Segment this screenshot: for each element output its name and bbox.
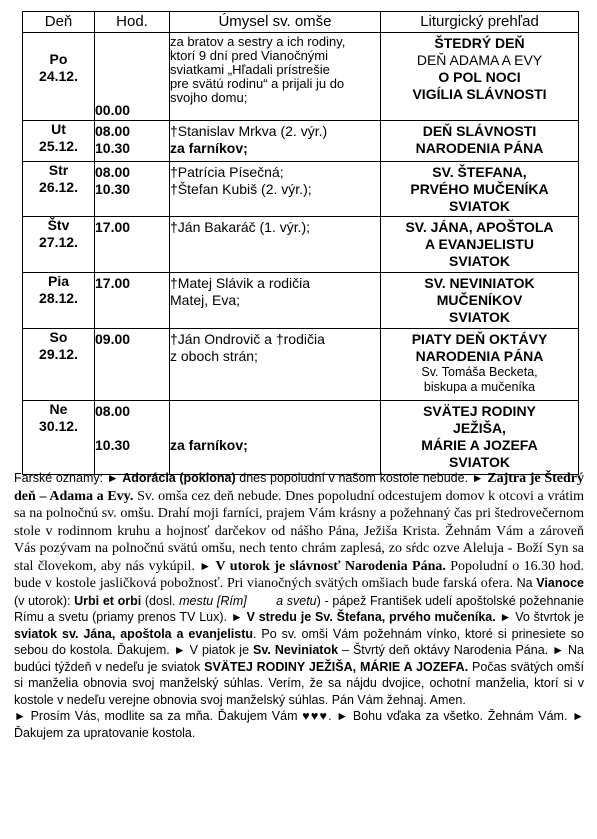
- announcement-text: Sv. omša cez deň nebude. Dnes popoludní odcestujem domov k otcovi a vrátim sa na polnočnú sv. omšu. Drahí moji farníci, prajem Vám krásny a požehnaný čas pri štedrovečernom stole v rodinnom kruhu a hojnosť darčekov od nášho Pána, Ježiša Krista. Žehnám Vám a zároveň Vás pozývam na polnočnú svätú omšu, nech tento chrám zaplesá, zo sŕdc ozve Aleluja - Boží Syn sa stal človekom, aby nás vykúpil.: [14, 488, 584, 574]
- day-cell: [23, 121, 95, 162]
- liturgy-line: NARODENIA PÁNA: [415, 348, 544, 364]
- hour: 17.00: [95, 219, 131, 235]
- liturgy-cell: [381, 217, 579, 273]
- day-date: 29.12.: [39, 346, 78, 362]
- announcement-bold: Vianoce: [536, 576, 584, 590]
- announcement-bold: sviatok sv. Jána, apoštola a evanjelistu: [14, 626, 254, 641]
- day-name: Ne: [49, 401, 68, 417]
- announcement-text: (v utorok):: [14, 593, 75, 608]
- day-cell: [23, 273, 95, 329]
- liturgy-cell: [381, 329, 579, 401]
- liturgy-line: SV. NEVINIATOK: [424, 275, 535, 291]
- arrow-icon: ►: [552, 643, 565, 657]
- liturgy-line: VIGÍLIA SLÁVNOSTI: [412, 86, 547, 102]
- liturgy-line: A EVANJELISTU: [425, 236, 534, 252]
- arrow-icon: ►: [471, 471, 484, 485]
- hour: 17.00: [95, 275, 131, 291]
- table-header-row: [23, 12, 579, 33]
- liturgy-line: NARODENIA PÁNA: [415, 140, 544, 156]
- liturgy-line: SVIATOK: [449, 198, 510, 214]
- liturgy-line: DEŇ ADAMA A EVY: [416, 52, 543, 68]
- liturgy-line: MUČENÍKOV: [436, 292, 523, 308]
- mass-schedule-table: [22, 11, 579, 475]
- intention-cell: [170, 401, 381, 475]
- intention-line: za farníkov;: [170, 140, 248, 156]
- day-date: 24.12.: [39, 68, 78, 84]
- intention-cell: [170, 162, 381, 217]
- announcement-text: Počas svätých omší si manželia obnovia svoj manželský súhlas. Verím, že sa nájdu dvojice, ochotní manželia, ktorí si v kostole v nedeľu verejne obnovia svoj manželský súhlas. Pán Vám žehnaj. Amen.: [14, 659, 584, 707]
- hour: 08.00: [95, 403, 131, 419]
- intention-line: za farníkov;: [170, 437, 248, 453]
- liturgy-line: PRVÉHO MUČENÍKA: [410, 181, 549, 197]
- parish-announcements: [14, 470, 584, 741]
- liturgy-line: SVIATOK: [449, 454, 510, 470]
- announcement-bold: Urbi et orbi: [74, 593, 142, 608]
- announcement-bold: V utorok je slávnosť Narodenia Pána.: [215, 558, 446, 574]
- announcement-text: Popoludní o 16.30 hod. bude v kostole jasličková pobožnosť. Pri vianočných svätých omšiach bude farská ofera.: [14, 558, 584, 591]
- arrow-icon: ►: [572, 709, 585, 723]
- arrow-icon: ►: [499, 610, 512, 624]
- announcement-text: Na budúci týždeň v nedeľu je sviatok: [14, 643, 584, 674]
- announcement-gap: [247, 594, 276, 608]
- day-date: 30.12.: [39, 418, 78, 434]
- table-row: [23, 273, 579, 329]
- liturgy-cell: [381, 121, 579, 162]
- announcement-text: ) - pápež František udelí apoštolské požehnanie Rímu a svetu (priamy prenos TV Lux).: [14, 593, 584, 624]
- intention-cell: [170, 329, 381, 401]
- header-intention: Úmysel sv. omše: [170, 12, 381, 33]
- announcement-text: V piatok je: [185, 643, 253, 657]
- day-cell: [23, 217, 95, 273]
- liturgy-cell: [381, 162, 579, 217]
- liturgy-line: ŠTEDRÝ DEŇ: [434, 35, 525, 51]
- intention-line: †Ján Bakaráč (1. výr.);: [170, 219, 311, 235]
- table-row: [23, 329, 579, 401]
- hours-cell: [95, 162, 170, 217]
- header-day: Deň: [23, 12, 95, 33]
- liturgy-line: SVIATOK: [449, 309, 510, 325]
- announcement-italic: mestu [Rím]: [179, 593, 247, 608]
- intention-line: ktorí 9 dní pred Vianočnými: [170, 48, 329, 63]
- hours-cell: [95, 273, 170, 329]
- intention-cell: [170, 217, 381, 273]
- announcements-label: Farské oznamy:: [14, 471, 107, 485]
- day-cell: [23, 162, 95, 217]
- intention-cell: [170, 33, 381, 121]
- day-name: So: [49, 329, 68, 345]
- intention-line: pre svätú rodinu“ a prijali ju do: [170, 76, 345, 91]
- hour-spacer: [95, 420, 169, 437]
- hour: 10.30: [95, 437, 131, 453]
- day-cell: [23, 329, 95, 401]
- hours-cell: [95, 217, 170, 273]
- arrow-icon: ►: [336, 709, 349, 723]
- announcement-bold: Sv. Neviniatok: [253, 643, 339, 657]
- hours-cell: [95, 121, 170, 162]
- intention-spacer: [170, 403, 380, 437]
- day-name: Po: [49, 51, 68, 67]
- announcement-bold: V stredu je Sv. Štefana, prvého mučeníka.: [246, 610, 496, 624]
- hour: 10.30: [95, 140, 131, 156]
- hours-cell: [95, 329, 170, 401]
- table-row: [23, 162, 579, 217]
- intention-line: svojho domu;: [170, 90, 248, 105]
- announcement-serif: [14, 471, 584, 591]
- table-row: [23, 121, 579, 162]
- announcement-italic: a svetu: [276, 593, 317, 608]
- hours-cell: [95, 33, 170, 121]
- announcement-text: – Štvrtý deň oktávy Narodenia Pána.: [338, 643, 549, 657]
- liturgy-line: SVÄTEJ RODINY: [423, 403, 536, 419]
- table-row: [23, 401, 579, 475]
- header-hours: Hod.: [95, 12, 170, 33]
- hour: 08.00: [95, 123, 131, 139]
- intention-line: †Matej Slávik a rodičia: [170, 275, 311, 291]
- arrow-icon: ►: [230, 610, 243, 624]
- header-liturgy: Liturgický prehľad: [381, 12, 579, 33]
- liturgy-line: JEŽIŠA,: [453, 420, 506, 436]
- liturgy-line: biskupa a mučeníka: [423, 380, 536, 394]
- liturgy-cell: [381, 401, 579, 475]
- day-name: Pia: [47, 273, 69, 289]
- announcement-bold: Adorácia (poklona): [122, 471, 236, 485]
- announcement-text: Ďakujem za upratovanie kostola.: [14, 725, 196, 740]
- hour: 08.00: [95, 164, 131, 180]
- hour: 00.00: [95, 102, 131, 118]
- intention-line: †Stanislav Mrkva (2. výr.): [170, 123, 328, 139]
- arrow-icon: ►: [173, 643, 186, 657]
- arrow-icon: ►: [199, 558, 212, 573]
- liturgy-line: PIATY DEŇ OKTÁVY: [411, 331, 548, 347]
- intention-line: Matej, Eva;: [170, 292, 241, 308]
- day-date: 25.12.: [39, 138, 78, 154]
- day-name: Ut: [51, 121, 66, 137]
- hours-cell: [95, 401, 170, 475]
- liturgy-line: SV. JÁNA, APOŠTOLA: [405, 219, 554, 235]
- liturgy-line: Sv. Tomáša Becketa,: [421, 365, 538, 379]
- announcement-text: Prosím Vás, modlite sa za mňa. Ďakujem Vám ♥♥♥.: [25, 709, 332, 723]
- day-name: Str: [48, 162, 69, 178]
- liturgy-line: SV. ŠTEFANA,: [432, 164, 527, 180]
- intention-line: †Patrícia Písečná;: [170, 164, 284, 180]
- liturgy-cell: [381, 33, 579, 121]
- liturgy-line: DEŇ SLÁVNOSTI: [422, 123, 537, 139]
- hour: 09.00: [95, 331, 131, 347]
- announcement-text: Na: [512, 576, 537, 590]
- arrow-icon: ►: [106, 471, 119, 485]
- day-date: 28.12.: [39, 290, 78, 306]
- arrow-icon: ►: [14, 709, 26, 723]
- announcement-text: Vo štvrtok je: [511, 610, 585, 624]
- hour: 10.30: [95, 181, 131, 197]
- liturgy-line: O POL NOCI: [438, 69, 521, 85]
- day-name: Štv: [47, 217, 70, 233]
- intention-line: za bratov a sestry a ich rodiny,: [170, 34, 346, 49]
- day-date: 27.12.: [39, 234, 78, 250]
- table-row: [23, 217, 579, 273]
- announcement-text: (dosl.: [141, 593, 180, 608]
- announcement-bold: SVÄTEJ RODINY JEŽIŠA, MÁRIE A JOZEFA.: [204, 659, 469, 674]
- announcement-text: Bohu vďaka za všetko. Žehnám Vám.: [348, 709, 568, 723]
- liturgy-line: SVIATOK: [449, 253, 510, 269]
- intention-line: †Ján Ondrovič a †rodičia: [170, 331, 325, 347]
- day-date: 26.12.: [39, 179, 78, 195]
- day-cell: [23, 33, 95, 121]
- intention-line: †Štefan Kubiš (2. výr.);: [170, 181, 312, 197]
- announcement-bold: Zajtra je Štedrý deň – Adama a Evy.: [14, 471, 584, 504]
- announcement-text: . Po sv. omši Vám požehnám vínko, ktoré si prinesiete so sebou do kostola. Ďakujem.: [14, 626, 584, 657]
- intention-cell: [170, 273, 381, 329]
- table-row: [23, 33, 579, 121]
- day-cell: [23, 401, 95, 475]
- intention-line: sviatkami „Hľadali prístrešie: [170, 62, 330, 77]
- intention-cell: [170, 121, 381, 162]
- liturgy-cell: [381, 273, 579, 329]
- announcement-text: dnes popoludní v našom kostole nebude.: [235, 471, 469, 485]
- intention-line: z oboch strán;: [170, 348, 258, 364]
- liturgy-line: MÁRIE A JOZEFA: [421, 437, 538, 453]
